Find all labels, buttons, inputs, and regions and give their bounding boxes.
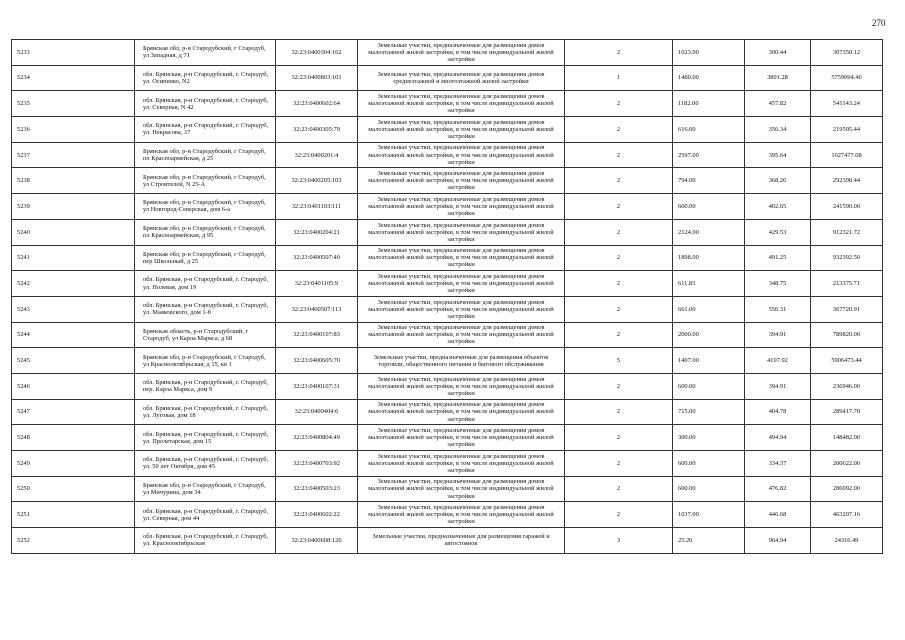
group-code-cell: 3 [565,528,673,554]
row-number: 5234 [12,65,135,91]
specific-value-cell: 394.91 [745,322,811,348]
area-cell: 600.00 [673,451,745,477]
cadastral-value-cell: 367720.91 [811,296,883,322]
cadastral-value-cell: 292398.44 [811,168,883,194]
group-code-cell: 2 [565,296,673,322]
cadastral-number-cell: 32:23:0400201:4 [276,142,358,168]
table-row [12,168,883,194]
group-code-cell: 2 [565,40,673,66]
cadastral-number-cell: 32:23:0400507:40 [276,245,358,271]
address-cell: Брянская обл, р-н Стародубский, г Стародуб, ул Краснооктябрьская, д 15, кв 1 [135,348,276,374]
table-row [12,142,883,168]
specific-value-cell: 3891.28 [745,65,811,91]
address-cell: обл. Брянская, р-н Стародубский, г. Стародуб, ул. 50 лет Октября, дом 45 [135,451,276,477]
area-cell: 616.00 [673,117,745,143]
address-cell: обл. Брянская, р-н Стародубский, г. Стародуб, ул. Северная, дом 44 [135,502,276,528]
table-row [12,528,883,554]
cadastral-value-cell: 912321.72 [811,219,883,245]
cadastral-value-cell: 1027477.08 [811,142,883,168]
address-cell: Брянская обл, р-н Стародубский, г Стародуб, пл Красноармейская, д 95 [135,219,276,245]
cadastral-value-cell: 213375.71 [811,271,883,297]
cadastral-value-cell: 541143.24 [811,91,883,117]
cadastral-number-cell: 32:23:0400605:70 [276,348,358,374]
cadastral-number-cell: 32:23:0400305:79 [276,117,358,143]
table-row [12,451,883,477]
specific-value-cell: 964.94 [745,528,811,554]
area-cell: 1480.00 [673,65,745,91]
area-cell: 2000.00 [673,322,745,348]
cadastral-value-cell: 200622.00 [811,451,883,477]
address-cell: Брянская обл, р-н Стародубский, г Стародуб, ул Мичурина, дом 34 [135,476,276,502]
row-number: 5246 [12,373,135,399]
land-use-cell: Земельные участки, предназначенные для размещения домов малоэтажной жилой застройки, в том числе индивидуальной жилой застройки [358,245,565,271]
row-number: 5252 [12,528,135,554]
cadastral-value-cell: 932392.50 [811,245,883,271]
row-number: 5250 [12,476,135,502]
address-cell: обл. Брянская, р-н Стародубский, г. Стародуб, ул. Полевая, дом 19 [135,271,276,297]
page-number: 270 [872,18,886,28]
land-use-cell: Земельные участки, предназначенные для размещения домов малоэтажной жилой застройки, в том числе индивидуальной жилой застройки [358,91,565,117]
area-cell: 1407.00 [673,348,745,374]
cadastral-number-cell: 32:23:0400602:64 [276,91,358,117]
row-number: 5237 [12,142,135,168]
row-number: 5249 [12,451,135,477]
specific-value-cell: 404.78 [745,399,811,425]
land-use-cell: Земельные участки, предназначенные для размещения домов малоэтажной жилой застройки, в том числе индивидуальной жилой застройки [358,476,565,502]
area-cell: 600.00 [673,194,745,220]
table-row [12,322,883,348]
cadastral-number-cell: 32:23:0400107:31 [276,373,358,399]
row-number: 5248 [12,425,135,451]
table-row [12,117,883,143]
address-cell: Брянская обл, р-н Стародубский, г Стародуб, пл Красноармейская, д 25 [135,142,276,168]
specific-value-cell: 429.53 [745,219,811,245]
address-cell: обл. Брянская, р-н Стародубский, г. Стародуб, ул. Некрасова, 37 [135,117,276,143]
land-use-cell: Земельные участки, предназначенные для размещения домов малоэтажной жилой застройки, в том числе индивидуальной жилой застройки [358,271,565,297]
area-cell: 1023.00 [673,40,745,66]
cadastral-value-cell: 219505.44 [811,117,883,143]
specific-value-cell: 300.44 [745,40,811,66]
area-cell: 1182.00 [673,91,745,117]
land-use-cell: Земельные участки, предназначенные для размещения домов малоэтажной жилой застройки, в том числе индивидуальной жилой застройки [358,502,565,528]
land-use-cell: Земельные участки, предназначенные для размещения домов малоэтажной жилой застройки, в том числе индивидуальной жилой застройки [358,296,565,322]
specific-value-cell: 402.65 [745,194,811,220]
specific-value-cell: 476.82 [745,476,811,502]
group-code-cell: 2 [565,194,673,220]
cadastral-number-cell: 32:23:0401105:9 [276,271,358,297]
address-cell: обл. Брянская, р-н Стародубский, г. Стародуб, пер. Карла Маркса, дом 9 [135,373,276,399]
cadastral-number-cell: 32:23:0400404:6 [276,399,358,425]
cadastral-value-cell: 463207.16 [811,502,883,528]
land-use-cell: Земельные участки, предназначенные для размещения домов малоэтажной жилой застройки, в том числе индивидуальной жилой застройки [358,117,565,143]
group-code-cell: 2 [565,451,673,477]
group-code-cell: 2 [565,425,673,451]
cadastral-value-cell: 24316.49 [811,528,883,554]
land-use-cell: Земельные участки, предназначенные для размещения домов малоэтажной жилой застройки, в том числе индивидуальной жилой застройки [358,451,565,477]
group-code-cell: 5 [565,348,673,374]
land-use-cell: Земельные участки, предназначенные для размещения домов малоэтажной жилой застройки, в том числе индивидуальной жилой застройки [358,142,565,168]
row-number: 5233 [12,40,135,66]
address-cell: обл. Брянская, р-н Стародубский, г. Стародуб, ул. Краснооктябрьская [135,528,276,554]
group-code-cell: 2 [565,502,673,528]
group-code-cell: 2 [565,168,673,194]
cadastral-number-cell: 32:23:0400205:103 [276,168,358,194]
group-code-cell: 2 [565,91,673,117]
row-number: 5235 [12,91,135,117]
row-number: 5236 [12,117,135,143]
area-cell: 715.00 [673,399,745,425]
specific-value-cell: 446.68 [745,502,811,528]
area-cell: 600.00 [673,476,745,502]
group-code-cell: 2 [565,399,673,425]
cadastral-value-cell: 236946.00 [811,373,883,399]
group-code-cell: 2 [565,117,673,143]
row-number: 5243 [12,296,135,322]
group-code-cell: 2 [565,271,673,297]
row-number: 5245 [12,348,135,374]
land-use-cell: Земельные участки, предназначенные для размещения домов малоэтажной жилой застройки, в том числе индивидуальной жилой застройки [358,425,565,451]
area-cell: 1898.00 [673,245,745,271]
cadastral-number-cell: 32:23:0400304:162 [276,40,358,66]
table-row [12,91,883,117]
specific-value-cell: 494.94 [745,425,811,451]
table-row [12,40,883,66]
cadastral-number-cell: 32:23:0400803:101 [276,65,358,91]
cadastral-number-cell: 32:23:0400608:126 [276,528,358,554]
cadastral-value-cell: 5759094.40 [811,65,883,91]
land-use-cell: Земельные участки, предназначенные для размещения домов малоэтажной жилой застройки, в том числе индивидуальной жилой застройки [358,219,565,245]
table-row [12,476,883,502]
cadastral-number-cell: 32:23:0400703:92 [276,451,358,477]
cadastral-number-cell: 32:23:0400107:83 [276,322,358,348]
address-cell: обл. Брянская, р-н Стародубский, г. Стародуб, ул. Северная, N 42 [135,91,276,117]
group-code-cell: 1 [565,65,673,91]
table-row [12,502,883,528]
row-number: 5241 [12,245,135,271]
address-cell: обл. Брянская, р-н Стародубский, г. Стародуб, ул. Осипенко, N2 [135,65,276,91]
area-cell: 2597.00 [673,142,745,168]
specific-value-cell: 348.75 [745,271,811,297]
specific-value-cell: 4197.92 [745,348,811,374]
land-use-cell: Земельные участки, предназначенные для размещения домов малоэтажной жилой застройки, в том числе индивидуальной жилой застройки [358,194,565,220]
cadastral-number-cell: 32:23:0400602:22 [276,502,358,528]
group-code-cell: 2 [565,142,673,168]
table-row [12,425,883,451]
cadastral-value-cell: 286092.00 [811,476,883,502]
cadastral-number-cell: 32:23:0400804:49 [276,425,358,451]
specific-value-cell: 556.31 [745,296,811,322]
specific-value-cell: 395.64 [745,142,811,168]
cadastral-number-cell: 32:23:0400507:113 [276,296,358,322]
area-cell: 300.00 [673,425,745,451]
table-row [12,194,883,220]
land-parcels-table [11,39,883,554]
row-number: 5240 [12,219,135,245]
land-use-cell: Земельные участки, предназначенные для размещения домов среднеэтажной и многоэтажной жилой застройки [358,65,565,91]
row-number: 5251 [12,502,135,528]
cadastral-value-cell: 307350.12 [811,40,883,66]
address-cell: Брянская обл, р-н Стародубский, г Стародуб, ул Западная, д 71 [135,40,276,66]
area-cell: 794.00 [673,168,745,194]
specific-value-cell: 356.34 [745,117,811,143]
table-row [12,219,883,245]
cadastral-value-cell: 241590.00 [811,194,883,220]
specific-value-cell: 491.25 [745,245,811,271]
table-row [12,245,883,271]
cadastral-value-cell: 789820.00 [811,322,883,348]
table-row [12,271,883,297]
area-cell: 600.00 [673,373,745,399]
address-cell: Брянская обл, р-н Стародубский, г Стародуб, ул Новгород-Северская, дом 6-а [135,194,276,220]
area-cell: 2124.00 [673,219,745,245]
group-code-cell: 2 [565,219,673,245]
land-use-cell: Земельные участки, предназначенные для размещения домов малоэтажной жилой застройки, в том числе индивидуальной жилой застройки [358,373,565,399]
land-use-cell: Земельные участки, предназначенные для размещения гаражей и автостоянок [358,528,565,554]
row-number: 5239 [12,194,135,220]
row-number: 5242 [12,271,135,297]
area-cell: 1037.00 [673,502,745,528]
row-number: 5238 [12,168,135,194]
area-cell: 611.83 [673,271,745,297]
table-row [12,296,883,322]
address-cell: обл. Брянская, р-н Стародубский, г. Стародуб, ул. Луговая, дом 18 [135,399,276,425]
cadastral-value-cell: 148482.00 [811,425,883,451]
table-row [12,348,883,374]
address-cell: обл. Брянская, р-н Стародубский, г. Стародуб, ул. Маяковского, дом 1-б [135,296,276,322]
land-use-cell: Земельные участки, предназначенные для размещения домов малоэтажной жилой застройки, в том числе индивидуальной жилой застройки [358,322,565,348]
cadastral-number-cell: 32:23:0401103:111 [276,194,358,220]
specific-value-cell: 394.91 [745,373,811,399]
specific-value-cell: 334.37 [745,451,811,477]
cadastral-number-cell: 32:23:0400204:21 [276,219,358,245]
group-code-cell: 2 [565,476,673,502]
cadastral-value-cell: 289417.70 [811,399,883,425]
cadastral-number-cell: 32:23:0400503:23 [276,476,358,502]
address-cell: Брянская обл, р-н Стародубский, г Стародуб, ул Строителей, N 25-А [135,168,276,194]
cadastral-value-cell: 5906473.44 [811,348,883,374]
area-cell: 661.00 [673,296,745,322]
land-use-cell: Земельные участки, предназначенные для размещения домов малоэтажной жилой застройки, в том числе индивидуальной жилой застройки [358,399,565,425]
group-code-cell: 2 [565,245,673,271]
group-code-cell: 2 [565,373,673,399]
land-use-cell: Земельные участки, предназначенные для размещения объектов торговли, общественного питания и бытового обслуживания [358,348,565,374]
table-row [12,399,883,425]
land-use-cell: Земельные участки, предназначенные для размещения домов малоэтажной жилой застройки, в том числе индивидуальной жилой застройки [358,168,565,194]
row-number: 5247 [12,399,135,425]
land-use-cell: Земельные участки, предназначенные для размещения домов малоэтажной жилой застройки, в том числе индивидуальной жилой застройки [358,40,565,66]
address-cell: обл. Брянская, р-н Стародубский, г. Стародуб, ул. Пролетарская, дом 15 [135,425,276,451]
address-cell: Брянская область, р-н Стародубский, г Стародуб, ул Карла Маркса, д 68 [135,322,276,348]
table-row [12,65,883,91]
group-code-cell: 2 [565,322,673,348]
area-cell: 25.20 [673,528,745,554]
specific-value-cell: 368.26 [745,168,811,194]
table-row [12,373,883,399]
specific-value-cell: 457.82 [745,91,811,117]
address-cell: Брянская обл, р-н Стародубский, г Стародуб, пер Школьный, д 25 [135,245,276,271]
row-number: 5244 [12,322,135,348]
